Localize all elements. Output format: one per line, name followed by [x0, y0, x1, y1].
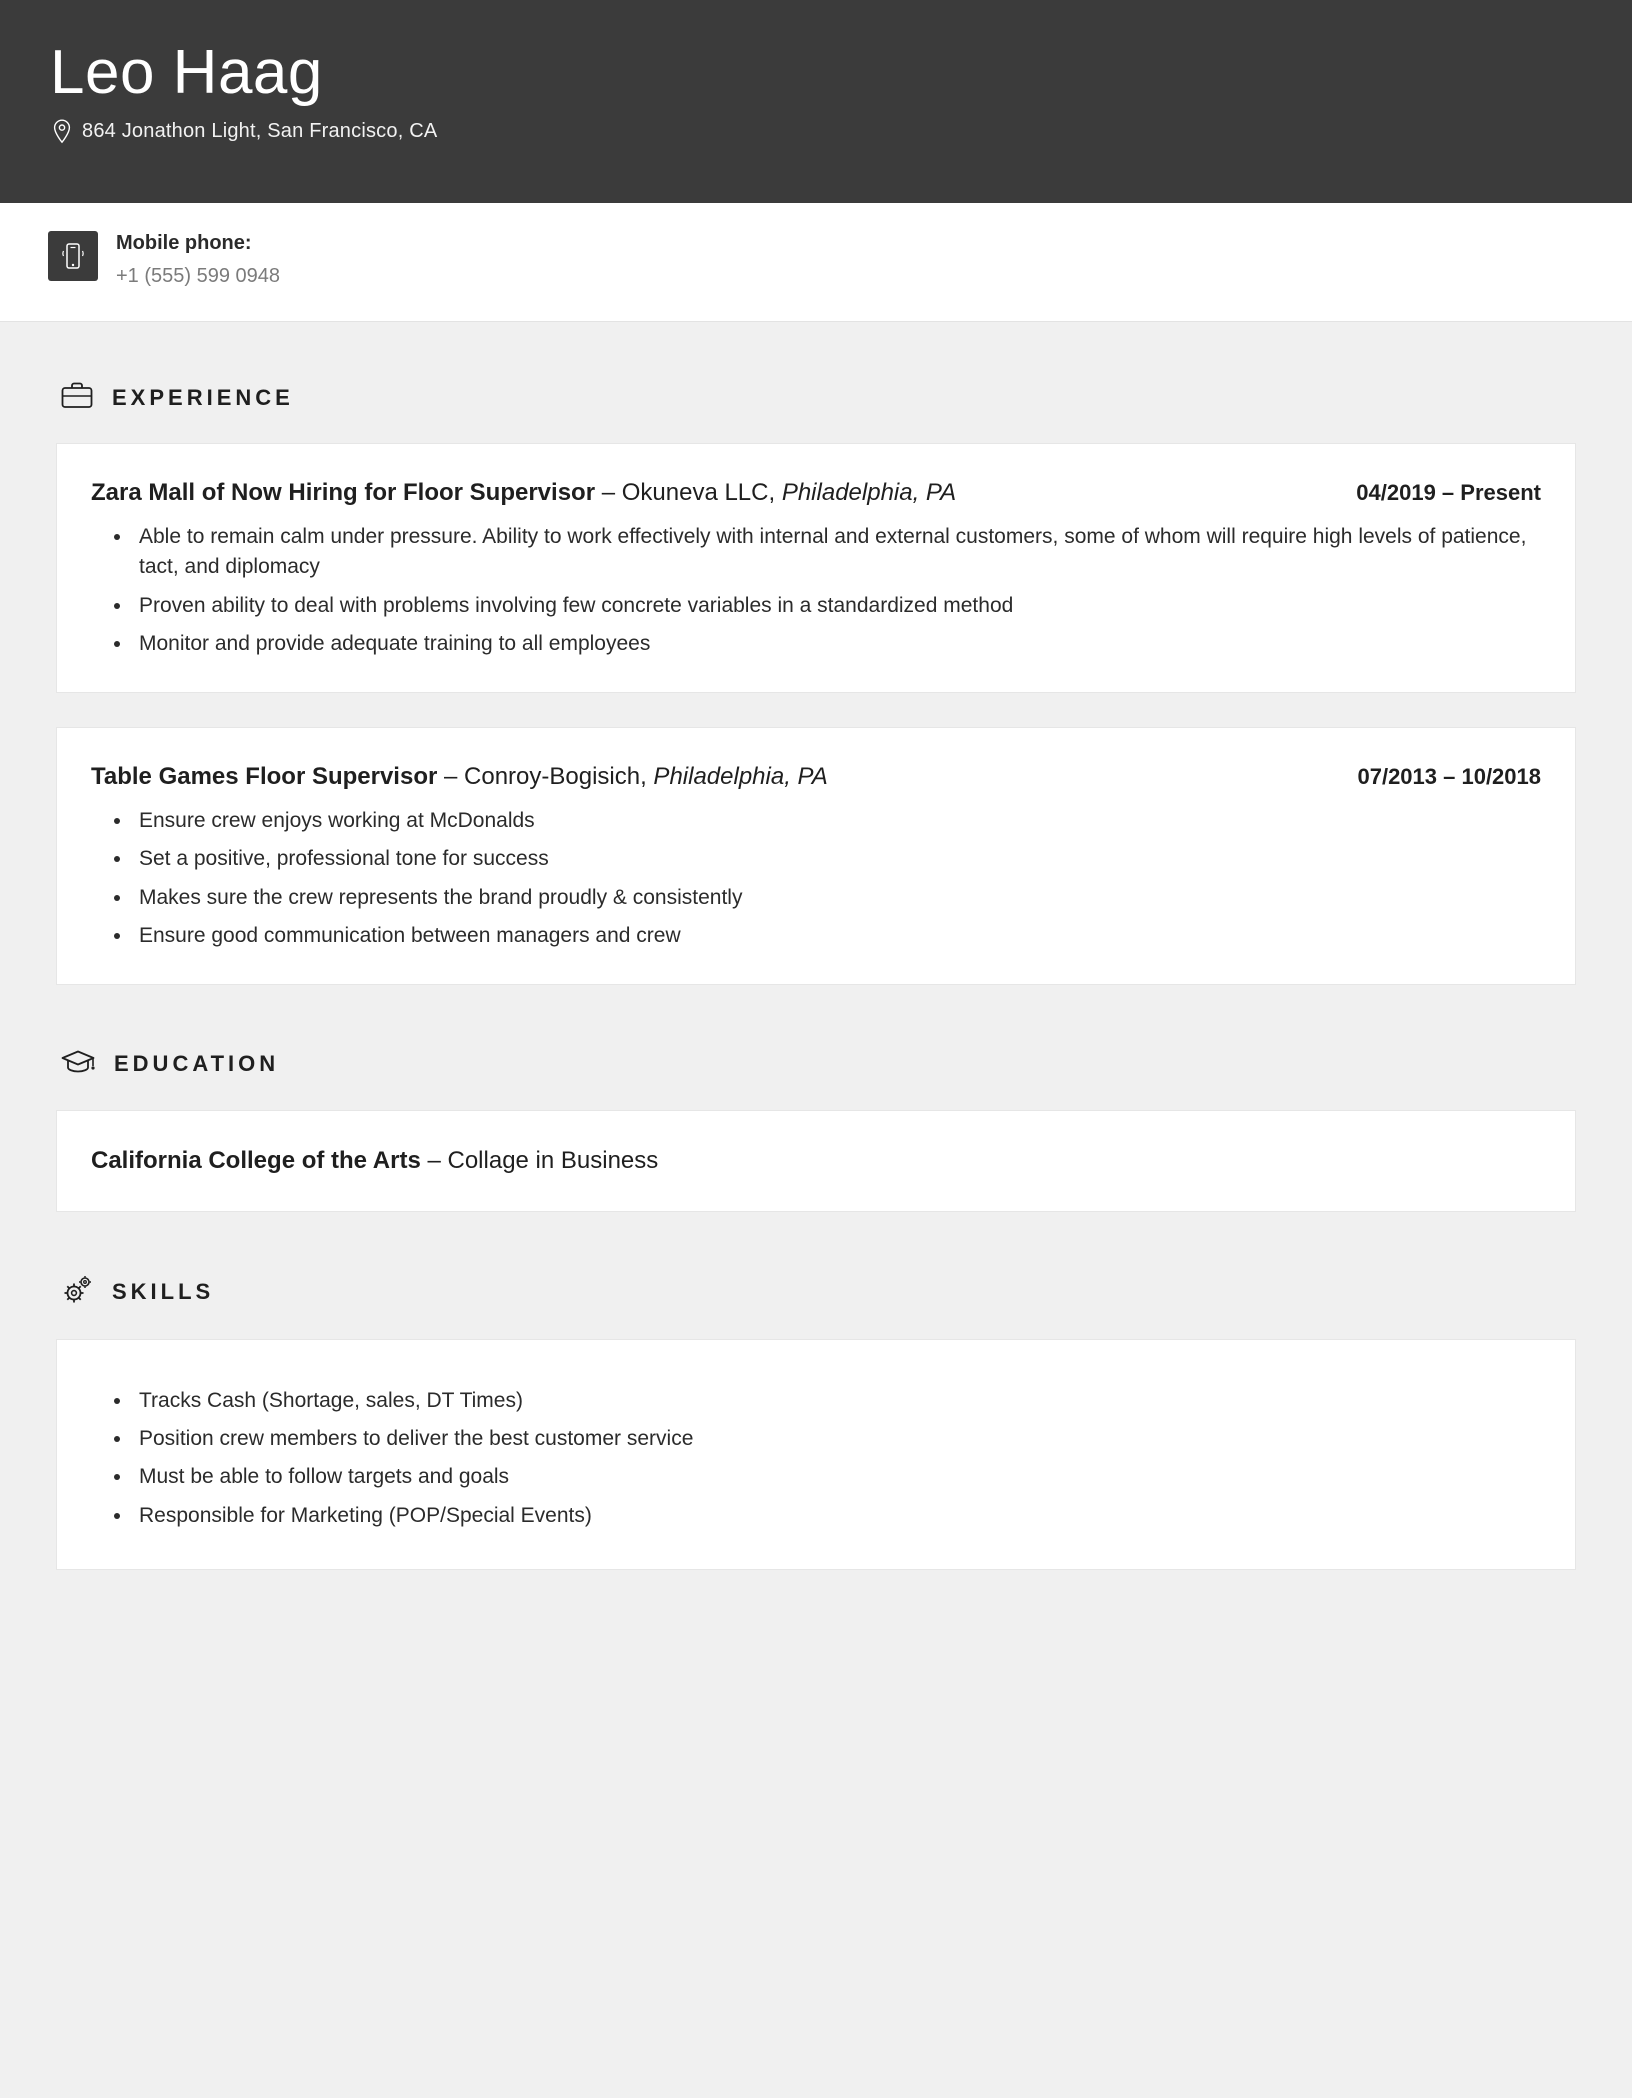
list-item: • Ensure crew enjoys working at McDonalds: [133, 806, 1541, 836]
section-skills: [56, 1274, 1576, 1571]
entry-company: Okuneva LLC,: [621, 479, 776, 506]
resume-body: [0, 322, 1632, 1664]
entry-title: [91, 478, 956, 508]
list-item: • Monitor and provide adequate training to all employees: [133, 629, 1541, 659]
entry-dash: –: [437, 762, 465, 790]
resume-header: [0, 0, 1632, 203]
map-pin-icon: [52, 119, 72, 144]
gears-icon: [60, 1274, 94, 1311]
education-degree: – Collage in Business: [420, 1146, 659, 1174]
experience-entry: [56, 443, 1576, 693]
list-item: • Must be able to follow targets and goals: [133, 1462, 1541, 1492]
section-header-skills: [60, 1274, 1576, 1311]
section-title-education: EDUCATION: [114, 1051, 280, 1076]
experience-entry: [56, 727, 1576, 985]
page-title: Leo Haag: [50, 38, 323, 107]
section-education: [56, 1047, 1576, 1212]
section-header-education: [60, 1047, 1576, 1082]
briefcase-icon: [60, 380, 94, 415]
contact-text-block: [116, 229, 280, 291]
education-entry: [56, 1110, 1576, 1212]
list-item: • Makes sure the crew represents the brand proudly & consistently: [133, 883, 1541, 913]
education-school: California College of the Arts: [91, 1146, 421, 1174]
entry-bullets: [91, 806, 1541, 952]
list-item: • Proven ability to deal with problems involving few concrete variables in a standardized method: [133, 591, 1541, 621]
contact-value: +1 (555) 599 0948: [116, 265, 281, 287]
list-item: • Tracks Cash (Shortage, sales, DT Times): [133, 1386, 1541, 1416]
entry-role: Table Games Floor Supervisor: [91, 762, 438, 790]
entry-role: Zara Mall of Now Hiring for Floor Supervisor: [91, 479, 596, 506]
contact-item-mobile-phone: [48, 229, 280, 291]
list-item: • Able to remain calm under pressure. Ability to work effectively with internal and external customers, some of whom will require high levels of patience, tact, and diplomacy: [133, 522, 1541, 583]
entry-company: Conroy-Bogisich,: [464, 762, 647, 790]
entry-dates: 07/2013 – 10/2018: [1357, 763, 1541, 789]
entry-location: Philadelphia, PA: [775, 479, 957, 506]
entry-title: [91, 762, 828, 792]
mobile-phone-icon: [48, 231, 98, 281]
entry-bullets: [91, 522, 1541, 660]
graduation-cap-icon: [60, 1047, 96, 1082]
entry-dash: –: [595, 479, 622, 506]
section-header-experience: [60, 380, 1576, 415]
section-title-experience: EXPERIENCE: [112, 384, 294, 410]
entry-dates: 04/2019 – Present: [1356, 480, 1541, 505]
education-line: [91, 1147, 1541, 1175]
entry-header: [91, 762, 1541, 792]
entry-location: Philadelphia, PA: [646, 762, 828, 790]
skills-bullets: [91, 1386, 1541, 1532]
list-item: • Position crew members to deliver the best customer service: [133, 1424, 1541, 1454]
section-title-skills: SKILLS: [112, 1279, 215, 1304]
skills-card: [56, 1339, 1576, 1571]
contact-band: [0, 203, 1632, 322]
list-item: • Set a positive, professional tone for success: [133, 844, 1541, 874]
address-row: [52, 119, 1584, 144]
section-experience: [56, 380, 1576, 985]
list-item: • Ensure good communication between managers and crew: [133, 921, 1541, 951]
address-text: 864 Jonathon Light, San Francisco, CA: [82, 120, 438, 143]
contact-label: Mobile phone:: [116, 232, 252, 254]
list-item: • Responsible for Marketing (POP/Special Events): [133, 1501, 1541, 1531]
entry-header: [91, 478, 1541, 508]
